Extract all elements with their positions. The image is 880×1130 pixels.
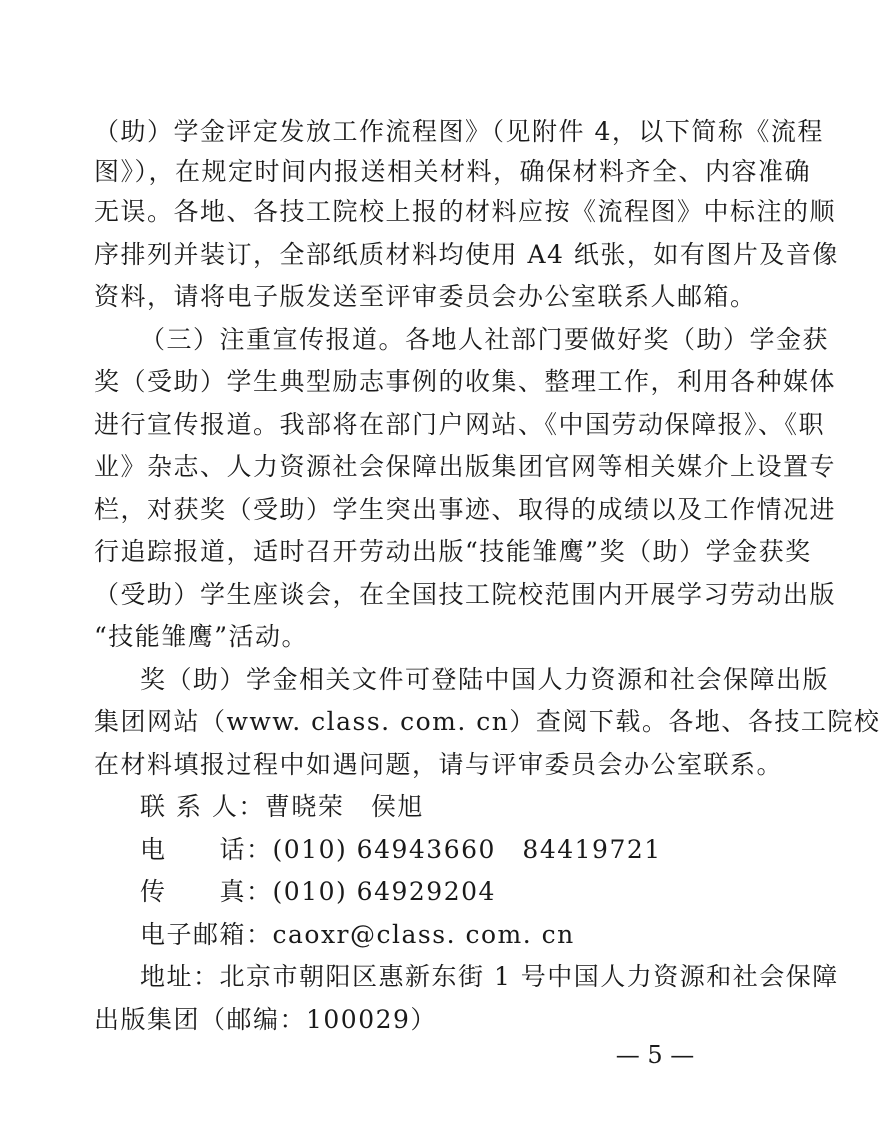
text-line-1: （助）学金评定发放工作流程图》（见附件 4，以下简称《流程 xyxy=(94,117,824,146)
text-line-3: 无误。各地、各技工院校上报的材料应按《流程图》中标注的顺 xyxy=(94,197,837,226)
text-line-13: “技能雏鹰”活动。 xyxy=(94,622,309,651)
text-line-7: 奖（受助）学生典型励志事例的收集、整理工作，利用各种媒体 xyxy=(94,367,837,396)
text-line-16: 在材料填报过程中如遇问题，请与评审委员会办公室联系。 xyxy=(94,750,784,779)
text-line-12: （受助）学生座谈会，在全国技工院校范围内开展学习劳动出版 xyxy=(94,580,837,609)
contact-phone: 电 话：(010) 64943660 84419721 xyxy=(140,835,662,864)
text-line-8: 进行宣传报道。我部将在部门户网站、《中国劳动保障报》、《职 xyxy=(94,410,826,439)
text-line-2: 图》），在规定时间内报送相关材料，确保材料齐全、内容准确 xyxy=(94,157,812,186)
text-line-14: 奖（助）学金相关文件可登陆中国人力资源和社会保障出版 xyxy=(140,665,830,694)
contact-person: 联 系 人：曹晓荣 侯旭 xyxy=(140,792,424,821)
text-line-10: 栏，对获奖（受助）学生突出事迹、取得的成绩以及工作情况进 xyxy=(94,495,837,524)
text-line-15: 集团网站（www. class. com. cn）查阅下载。各地、各技工院校 xyxy=(94,707,880,736)
contact-address: 地址：北京市朝阳区惠新东街 1 号中国人力资源和社会保障 xyxy=(140,962,839,991)
page-number: — 5 — xyxy=(615,1041,695,1069)
text-line-4: 序排列并装订，全部纸质材料均使用 A4 纸张，如有图片及音像 xyxy=(94,240,839,269)
text-line-9: 业》杂志、人力资源社会保障出版集团官网等相关媒介上设置专 xyxy=(94,452,837,481)
contact-fax: 传 真：(010) 64929204 xyxy=(140,877,496,906)
text-line-11: 行追踪报道，适时召开劳动出版“技能雏鹰”奖（助）学金获奖 xyxy=(94,537,812,566)
contact-address-cont: 出版集团（邮编：100029） xyxy=(94,1005,437,1034)
contact-email: 电子邮箱：caoxr@class. com. cn xyxy=(140,920,575,949)
section-heading-publicity: （三）注重宣传报道。各地人社部门要做好奖（助）学金获 xyxy=(140,325,830,354)
text-line-5: 资料，请将电子版发送至评审委员会办公室联系人邮箱。 xyxy=(94,282,757,311)
